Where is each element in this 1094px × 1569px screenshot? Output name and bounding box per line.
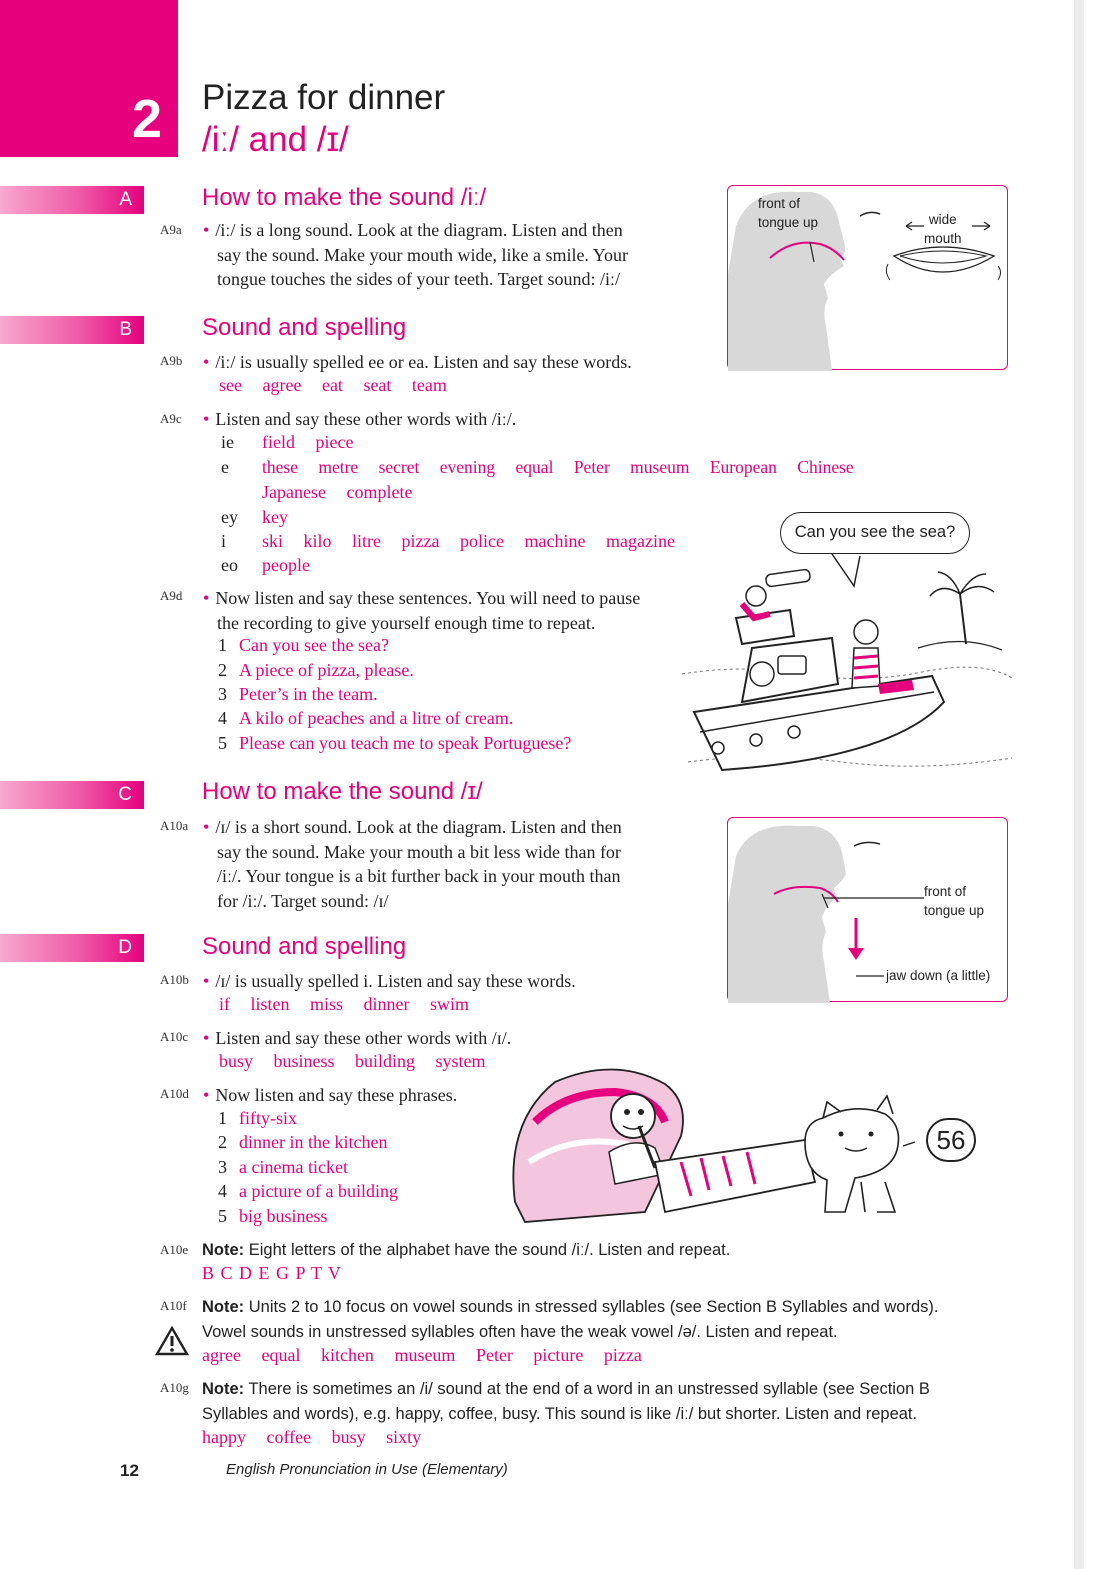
note-label: Note: (202, 1241, 245, 1259)
word: kitchen (320, 1345, 374, 1365)
text-line: /iː/. Your tongue is a bit further back in your mouth than (217, 866, 621, 886)
page-edge (1074, 0, 1084, 1569)
a9b-words (219, 375, 463, 396)
phrase: dinner in the kitchen (239, 1132, 388, 1152)
unit-title: Pizza for dinner (202, 78, 446, 117)
word: piece (315, 432, 354, 452)
word: listen (250, 994, 290, 1014)
word: happy (202, 1427, 246, 1447)
sentence-number: 3 (218, 684, 227, 704)
word: sixty (386, 1427, 422, 1447)
word: agree (202, 1345, 241, 1365)
text-line: Listen and say these other words with /ɪ/. (215, 1028, 512, 1048)
phrase-number: 4 (218, 1181, 227, 1201)
note-text: Vowel sounds in unstressed syllables often have the weak vowel /ə/. Listen and repeat. (202, 1322, 838, 1341)
a10e-note (202, 1238, 730, 1263)
word: kilo (303, 531, 332, 551)
word: pizza (401, 531, 440, 551)
word: museum (394, 1345, 456, 1365)
note-label: Note: (202, 1380, 245, 1398)
word: these (262, 457, 298, 477)
spelling-words-ie (262, 432, 369, 453)
phrase-number: 3 (218, 1157, 227, 1177)
note-text: Syllables and words), e.g. happy, coffee, busy. This sound is like /iː/ but shorter. Listen and repeat. (202, 1404, 918, 1423)
a9c-text (203, 407, 516, 432)
word: Peter (573, 457, 610, 477)
phrase-number: 1 (218, 1108, 227, 1128)
word: Peter (475, 1345, 513, 1365)
diagram-label-front (924, 882, 984, 920)
boat-illustration (682, 552, 1012, 782)
spelling-words-i (262, 531, 691, 552)
section-d-bar (0, 934, 144, 962)
mouth-diagram-short-i (727, 817, 1008, 1002)
word: pizza (603, 1345, 642, 1365)
sentence: A piece of pizza, please. (239, 660, 414, 680)
note-text: Units 2 to 10 focus on vowel sounds in stressed syllables (see Section B Syllables and words). (248, 1298, 939, 1316)
word: complete (346, 482, 413, 502)
phrase-number: 2 (218, 1132, 227, 1152)
word: police (460, 531, 504, 551)
word: evening (439, 457, 496, 477)
word: busy (219, 1051, 254, 1071)
unit-number: 2 (131, 89, 162, 149)
phrase: a picture of a building (239, 1181, 398, 1201)
text-line: Now listen and say these phrases. (215, 1085, 458, 1105)
bullet: • (203, 352, 210, 372)
word: equal (515, 457, 554, 477)
word: miss (310, 994, 344, 1014)
word: litre (352, 531, 382, 551)
sentence: A kilo of peaches and a litre of cream. (239, 708, 514, 728)
a10a-text (203, 815, 622, 913)
spelling-label: i (221, 531, 227, 551)
note-text: There is sometimes an /i/ sound at the end of a word in an unstressed syllable (see Section B (248, 1380, 930, 1398)
word: coffee (266, 1427, 312, 1447)
a10f-words (202, 1345, 658, 1366)
bullet: • (203, 588, 210, 608)
section-c-bar (0, 781, 144, 809)
label-line: mouth (924, 231, 962, 246)
spelling-words-e (262, 457, 870, 478)
word: key (262, 507, 288, 527)
label-line: wide (928, 212, 957, 227)
text-line: /ɪ/ is usually spelled i. Listen and say these words. (215, 971, 576, 991)
label-line: tongue up (758, 215, 819, 230)
a10c-text (203, 1026, 511, 1051)
word: busy (331, 1427, 366, 1447)
audio-code: A10d (160, 1086, 189, 1101)
sentence: Peter’s in the team. (239, 684, 378, 704)
text-line: say the sound. Make your mouth wide, like a smile. Your (217, 244, 628, 265)
a10d-text (203, 1083, 457, 1108)
label-line: front of (924, 884, 967, 899)
text-line: /iː/ is usually spelled ee or ea. Listen and say these words. (215, 352, 632, 372)
bullet: • (203, 971, 210, 991)
a10b-words (219, 994, 485, 1015)
phrase-number: 5 (218, 1206, 227, 1226)
word: equal (261, 1345, 301, 1365)
word: secret (378, 457, 420, 477)
word: if (219, 994, 230, 1014)
section-letter: A (119, 189, 132, 210)
word: magazine (605, 531, 675, 551)
text-line: tongue touches the sides of your teeth. Target sound: /iː/ (217, 269, 621, 289)
section-a-bar (0, 186, 144, 214)
section-c-heading: How to make the sound /ɪ/ (202, 778, 483, 805)
audio-code: A10b (160, 972, 189, 987)
sentence-number: 4 (218, 708, 227, 728)
word: picture (533, 1345, 584, 1365)
bullet: • (203, 409, 210, 429)
text-line: for /iː/. Target sound: /ɪ/ (217, 890, 389, 911)
book-title: English Pronunciation in Use (Elementary) (226, 1461, 508, 1478)
audio-code: A9c (160, 411, 182, 426)
diagram-label-jaw: jaw down (a little) (886, 968, 991, 983)
audio-code: A10e (160, 1242, 189, 1257)
sentence: Please can you teach me to speak Portuguese? (239, 733, 572, 753)
sentence-number: 5 (218, 733, 227, 753)
word: seat (363, 375, 392, 395)
section-letter: C (118, 784, 132, 805)
a9d-text (203, 586, 640, 635)
a10e-letters: B C D E G P T V (202, 1263, 342, 1283)
word: Chinese (797, 457, 854, 477)
word: building (355, 1051, 416, 1071)
section-b-bar (0, 316, 144, 344)
phrase: fifty-six (239, 1108, 297, 1128)
warning-icon (155, 1326, 189, 1356)
word: swim (430, 994, 470, 1014)
word: metre (318, 457, 359, 477)
audio-code: A9a (160, 222, 182, 237)
unit-number-block (0, 0, 178, 157)
bullet: • (203, 1028, 210, 1048)
cat-number-bubble: 56 (926, 1118, 976, 1162)
section-d-heading: Sound and spelling (202, 933, 407, 960)
a10c-words (219, 1051, 502, 1072)
a10g-note (202, 1377, 930, 1426)
text-line: the recording to give yourself enough time to repeat. (217, 612, 596, 633)
audio-code: A10c (160, 1029, 189, 1044)
text-line: Listen and say these other words with /iː/. (215, 409, 517, 429)
word: European (709, 457, 777, 477)
label-line: tongue up (924, 903, 985, 918)
note-text: Eight letters of the alphabet have the sound /iː/. Listen and repeat. (248, 1241, 731, 1259)
note-label: Note: (202, 1298, 245, 1316)
word: Japanese (262, 482, 326, 502)
a10f-note (202, 1295, 938, 1344)
bullet: • (203, 220, 210, 240)
word: museum (630, 457, 690, 477)
bullet: • (203, 817, 210, 837)
a10b-text (203, 969, 576, 994)
text-line: /iː/ is a long sound. Look at the diagram. Listen and then (215, 220, 623, 240)
word: agree (262, 375, 302, 395)
spelling-label: eo (221, 555, 238, 575)
a9a-text (203, 218, 628, 292)
audio-code: A10g (160, 1380, 189, 1395)
unit-subtitle: /iː/ and /ɪ/ (202, 120, 349, 159)
spelling-label: ie (221, 432, 234, 452)
label-line: front of (758, 196, 801, 211)
word: ski (262, 531, 284, 551)
text-line: say the sound. Make your mouth a bit less wide than for (217, 841, 621, 862)
word: see (219, 375, 242, 395)
audio-code: A9d (160, 588, 183, 603)
speech-bubble: Can you see the sea? (780, 512, 970, 554)
a9b-text (203, 350, 632, 375)
section-letter: B (119, 319, 132, 340)
word: team (411, 375, 447, 395)
word: eat (321, 375, 343, 395)
sentence: Can you see the sea? (239, 635, 389, 655)
spelling-label: e (221, 457, 229, 477)
text-line: /ɪ/ is a short sound. Look at the diagram. Listen and then (215, 817, 622, 837)
word: people (262, 555, 310, 575)
word: dinner (363, 994, 410, 1014)
word: business (273, 1051, 335, 1071)
text-line: Now listen and say these sentences. You will need to pause (215, 588, 641, 608)
sentence-number: 2 (218, 660, 227, 680)
sentence-number: 1 (218, 635, 227, 655)
spelling-words-eo (262, 555, 326, 576)
a10g-words (202, 1427, 437, 1448)
section-b-heading: Sound and spelling (202, 314, 407, 341)
audio-code: A10a (160, 818, 189, 833)
audio-code: A9b (160, 353, 183, 368)
audio-code: A10f (160, 1298, 187, 1313)
word: machine (524, 531, 586, 551)
mouth-diagram-long-i (727, 185, 1008, 370)
section-letter: D (118, 937, 132, 958)
phrase: a cinema ticket (239, 1157, 348, 1177)
word: field (262, 432, 295, 452)
spelling-words-e-cont (262, 482, 428, 503)
page-number: 12 (120, 1461, 139, 1480)
section-a-heading: How to make the sound /iː/ (202, 184, 487, 211)
spelling-words-ey (262, 507, 304, 528)
phrase: big business (239, 1206, 328, 1226)
diagram-label-wide (924, 210, 962, 248)
diagram-label-front (758, 194, 818, 232)
word: system (435, 1051, 486, 1071)
bullet: • (203, 1085, 210, 1105)
spelling-label: ey (221, 507, 238, 527)
